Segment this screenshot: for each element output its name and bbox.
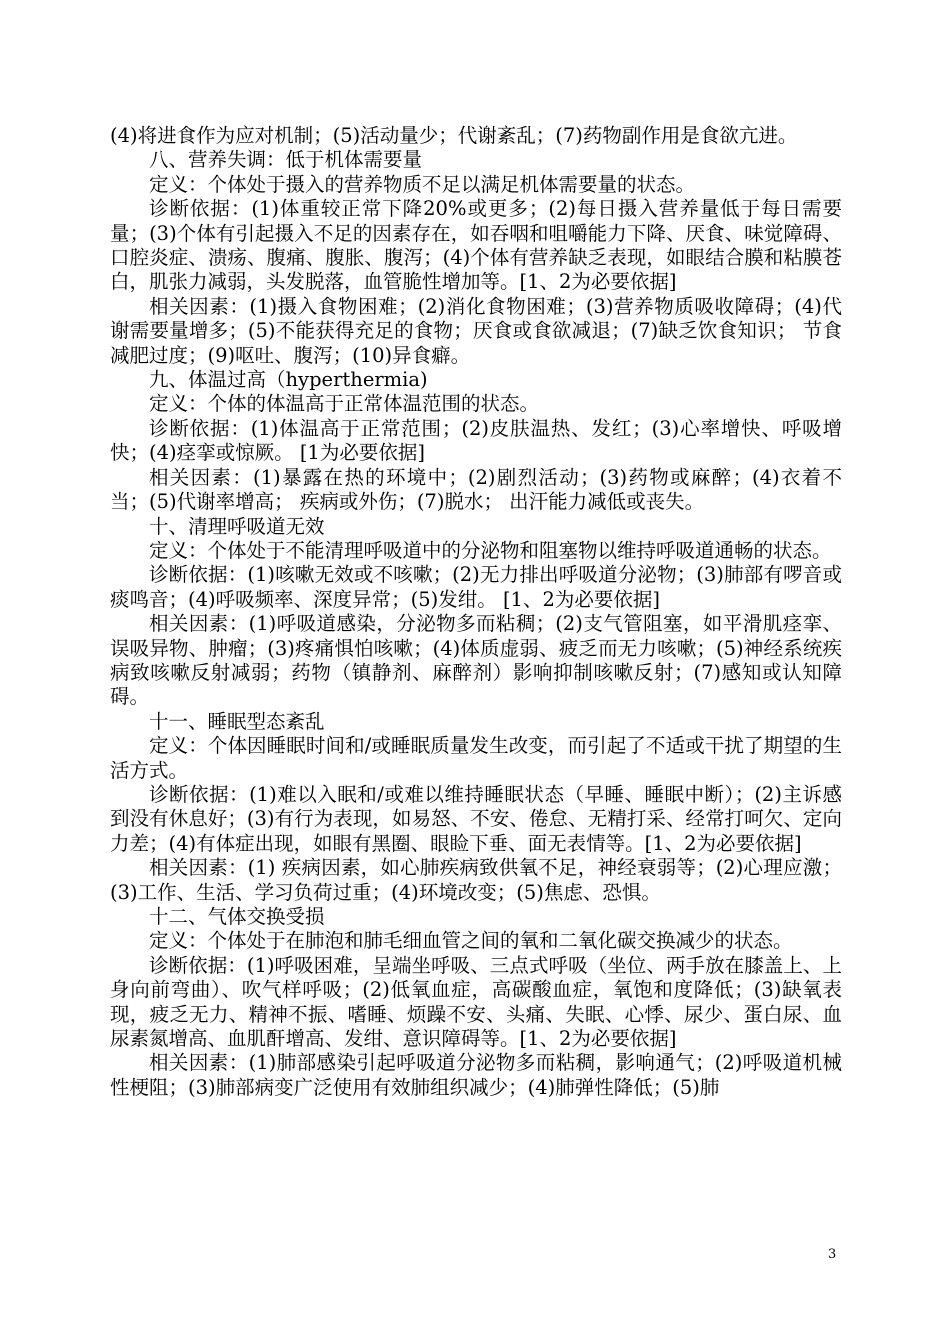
paragraph: 诊断依据：(1)呼吸困难，呈端坐呼吸、三点式呼吸（坐位、两手放在膝盖上、上身向前弯曲）、吹气样呼吸；(2)低氧血症，高碳酸血症，氧饱和度降低；(3)缺氧表现，疲乏无力、精神不振、嗜睡、烦躁不安、头痛、失眠、心悸、尿少、蛋白尿、血尿素氮增高、血肌酐增高、发绀、意识障碍等。[1、2为必要依据] [110,953,842,1051]
paragraph: 十二、气体交换受损 [149,905,325,928]
paragraph: 八、营养失调：低于机体需要量 [149,148,423,172]
paragraph: 九、体温过高（hyperthermia) [149,368,428,392]
paragraph: 定义：个体处于不能清理呼吸道中的分泌物和阻塞物以维持呼吸道通畅的状态。 [149,538,832,562]
paragraph: 相关因素：(1)摄入食物困难；(2)消化食物困难；(3)营养物质吸收障碍；(4)代谢需要量增多；(5)不能获得充足的食物；厌食或食欲减退；(7)缺乏饮食知识； 节食减肥过度；(9)呕吐、腹泻；(10)异食癖。 [110,294,842,367]
paragraph: 相关因素：(1)肺部感染引起呼吸道分泌物多而粘稠，影响通气；(2)呼吸道机械性梗阻；(3)肺部病变广泛使用有效肺组织减少；(4)肺弹性降低；(5)肺 [110,1051,842,1099]
paragraph: (4)将进食作为应对机制；(5)活动量少；代谢紊乱；(7)药物副作用是食欲亢进。 [110,124,798,147]
paragraph: 定义：个体的体温高于正常体温范围的状态。 [149,392,540,416]
paragraph: 相关因素：(1)呼吸道感染，分泌物多而粘稠；(2)支气管阻塞，如平滑肌痉挛、误吸异物、肿瘤；(3)疼痛惧怕咳嗽；(4)体质虚弱、疲乏而无力咳嗽；(5)神经系统疾病致咳嗽反射减弱；药物（镇静剂、麻醉剂）影响抑制咳嗽反射；(7)感知或认知障碍。 [110,612,842,709]
paragraph: 十一、睡眠型态紊乱 [149,709,325,733]
paragraph: 定义：个体处于摄入的营养物质不足以满足机体需要量的状态。 [149,172,696,196]
paragraph: 十、清理呼吸道无效 [149,514,325,538]
paragraph: 诊断依据：(1)体温高于正常范围；(2)皮肤温热、发红；(3)心率增快、呼吸增快；(4)痉挛或惊厥。 [1为必要依据] [110,416,842,465]
paragraph: 相关因素：(1) 疾病因素，如心肺疾病致供氧不足，神经衰弱等；(2)心理应激；(3)工作、生活、学习负荷过重；(4)环境改变；(5)焦虑、恐惧。 [110,856,842,904]
paragraph: 诊断依据：(1)难以入眠和/或难以维持睡眠状态（早睡、睡眠中断）；(2)主诉感到没有休息好；(3)有行为表现，如易怒、不安、倦怠、无精打采、经常打呵欠、定向力差；(4)有体症出现，如眼有黑圈、眼睑下垂、面无表情等。[1、2为必要依据] [110,782,842,855]
document-body [110,124,842,1100]
paragraph: 相关因素：(1)暴露在热的环境中；(2)剧烈活动；(3)药物或麻醉；(4)衣着不当；(5)代谢率增高； 疾病或外伤；(7)脱水； 出汗能力减低或丧失。 [110,465,842,514]
paragraph: 定义：个体处于在肺泡和肺毛细血管之间的氧和二氧化碳交换减少的状态。 [149,929,793,953]
page-number: 3 [828,1247,837,1262]
paragraph: 诊断依据：(1)咳嗽无效或不咳嗽；(2)无力排出呼吸道分泌物；(3)肺部有啰音或痰鸣音；(4)呼吸频率、深度异常；(5)发绀。 [1、2为必要依据] [110,563,842,611]
paragraph: 诊断依据：(1)体重较正常下降20%或更多；(2)每日摄入营养量低于每日需要量；(3)个体有引起摄入不足的因素存在，如吞咽和咀嚼能力下降、厌食、味觉障碍、口腔炎症、溃疡、腹痛、腹胀、腹泻；(4)个体有营养缺乏表现，如眼结合膜和粘膜苍白，肌张力减弱，头发脱落，血管脆性增加等。[1、2为必要依据] [110,197,842,294]
paragraph: 定义：个体因睡眠时间和/或睡眠质量发生改变，而引起了不适或干扰了期望的生活方式。 [110,734,842,782]
